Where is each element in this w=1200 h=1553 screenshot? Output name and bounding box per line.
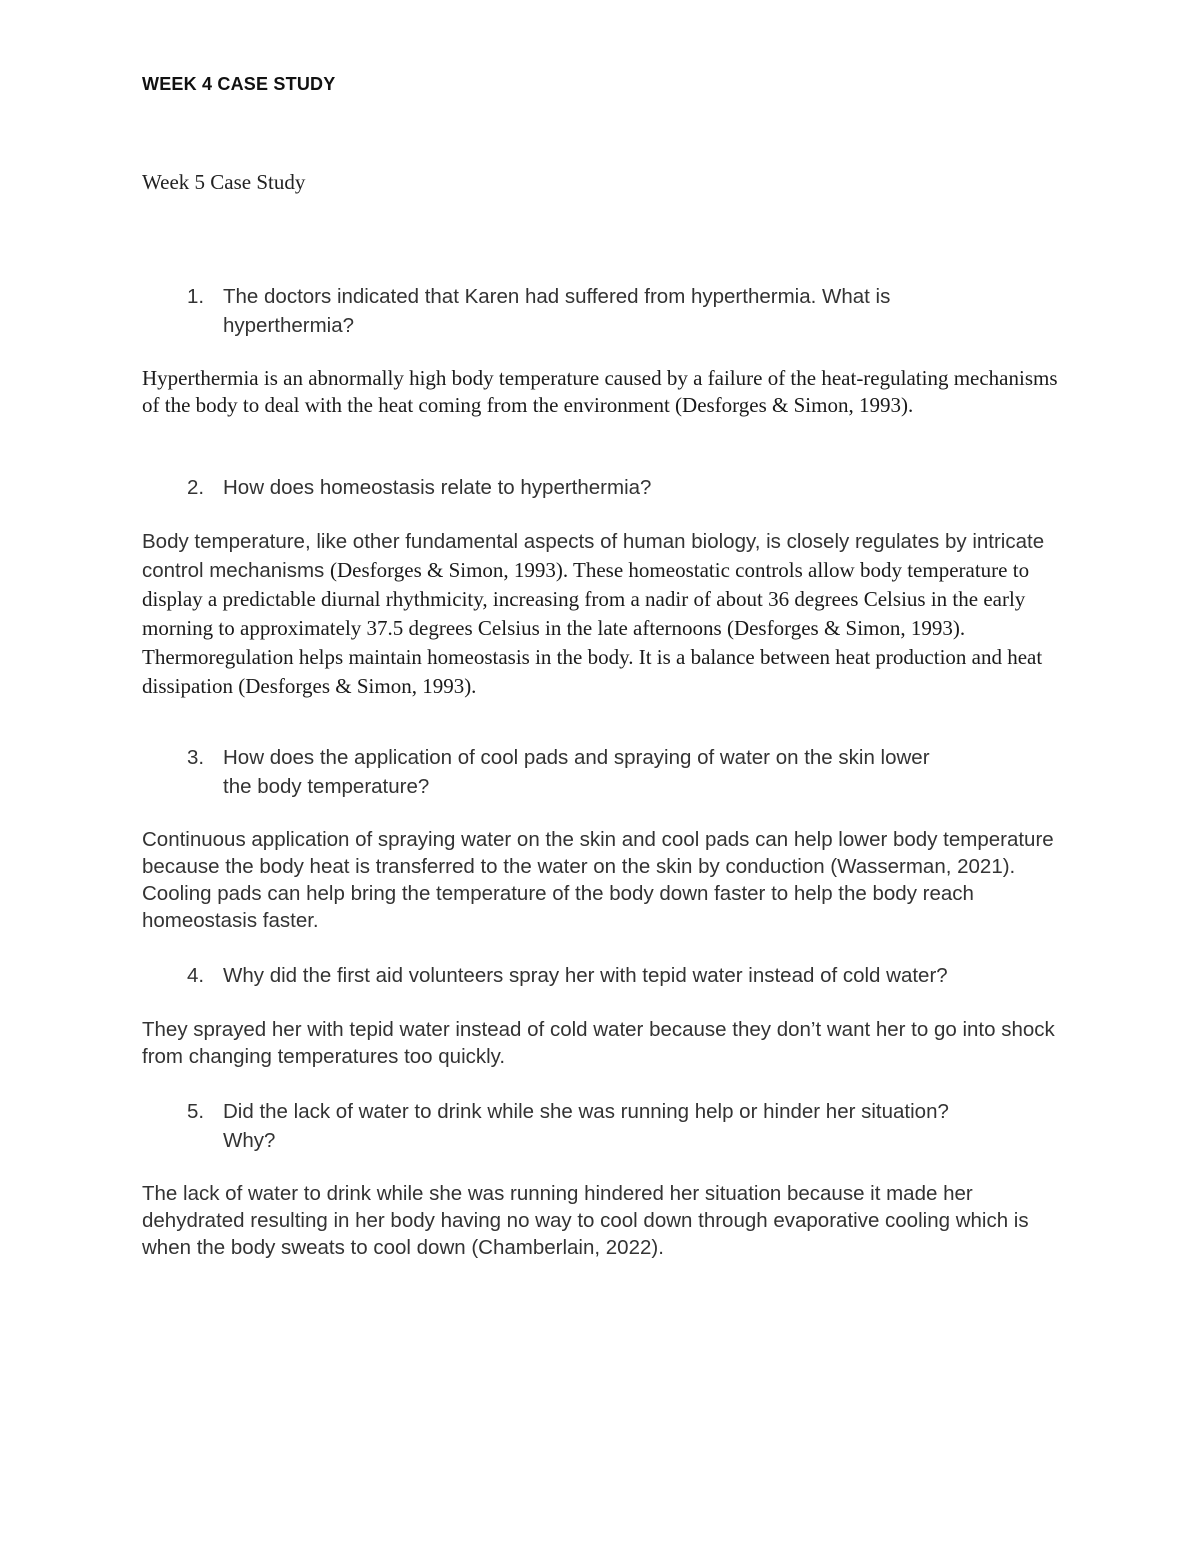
question-number: 1. [187,285,205,308]
question-number: 4. [187,964,205,987]
answer-4: They sprayed her with tepid water instead of cold water because they don’t want her to go into shock from changing temperatures too quickly. [142,1018,1055,1068]
answer-5: The lack of water to drink while she was running hindered her situation because it made her dehydrated resulting in her body having no way to cool down through evaporative cooling which is when the body sweats to cool down (Chamberlain, 2022). [142,1182,1029,1259]
answer-2-part1: Body temperature, like other fundamental aspects of human biology, is closely regulates by intricate control mechanisms [142,530,1045,582]
question-number: 2. [187,476,205,499]
question-number: 3. [187,746,205,769]
answer-1: Hyperthermia is an abnormally high body temperature caused by a failure of the heat-regulating mechanisms of the body to deal with the heat coming from the environment (Desforges & Simon, 1993). [142,366,1058,417]
question-4 [187,961,1067,990]
answer-2-part2: (Desforges & Simon, 1993). These homeostatic controls allow body temperature to display a predictable diurnal rhythmicity, increasing from a nadir of about 36 degrees Celsius in the early morning to approximately 37.5 degrees Celsius in the late afternoons (Desforges & Simon, 1993). Thermoregulation helps maintain homeostasis in the body. It is a balance between heat production and heat dissipation (Desforges & Simon, 1993). [142,558,1043,698]
question-3 [187,743,1067,801]
question-text-line1: The doctors indicated that Karen had suffered from hyperthermia. What is [223,285,891,308]
question-number: 5. [187,1100,205,1123]
question-text-line1: How does the application of cool pads and spraying of water on the skin lower [223,746,930,769]
question-text-line1: Did the lack of water to drink while she was running help or hinder her situation? [223,1100,949,1123]
question-1 [187,282,1067,340]
question-text-line2: Why? [223,1129,276,1152]
question-2 [187,473,1067,502]
question-text-line2: hyperthermia? [223,314,355,337]
question-text-line1: Why did the first aid volunteers spray her with tepid water instead of cold water? [223,964,948,987]
question-5 [187,1097,1067,1155]
document-subtitle: Week 5 Case Study [142,170,306,194]
answer-2 [142,528,1062,702]
answer-3: Continuous application of spraying water on the skin and cool pads can help lower body temperature because the body heat is transferred to the water on the skin by conduction (Wasserman, 2021). Cooling pads can help bring the temperature of the body down faster to help the body reach homeostasis faster. [142,828,1054,932]
question-text-line1: How does homeostasis relate to hyperthermia? [223,476,652,499]
document-header: WEEK 4 CASE STUDY [142,74,336,94]
question-text-line2: the body temperature? [223,775,430,798]
